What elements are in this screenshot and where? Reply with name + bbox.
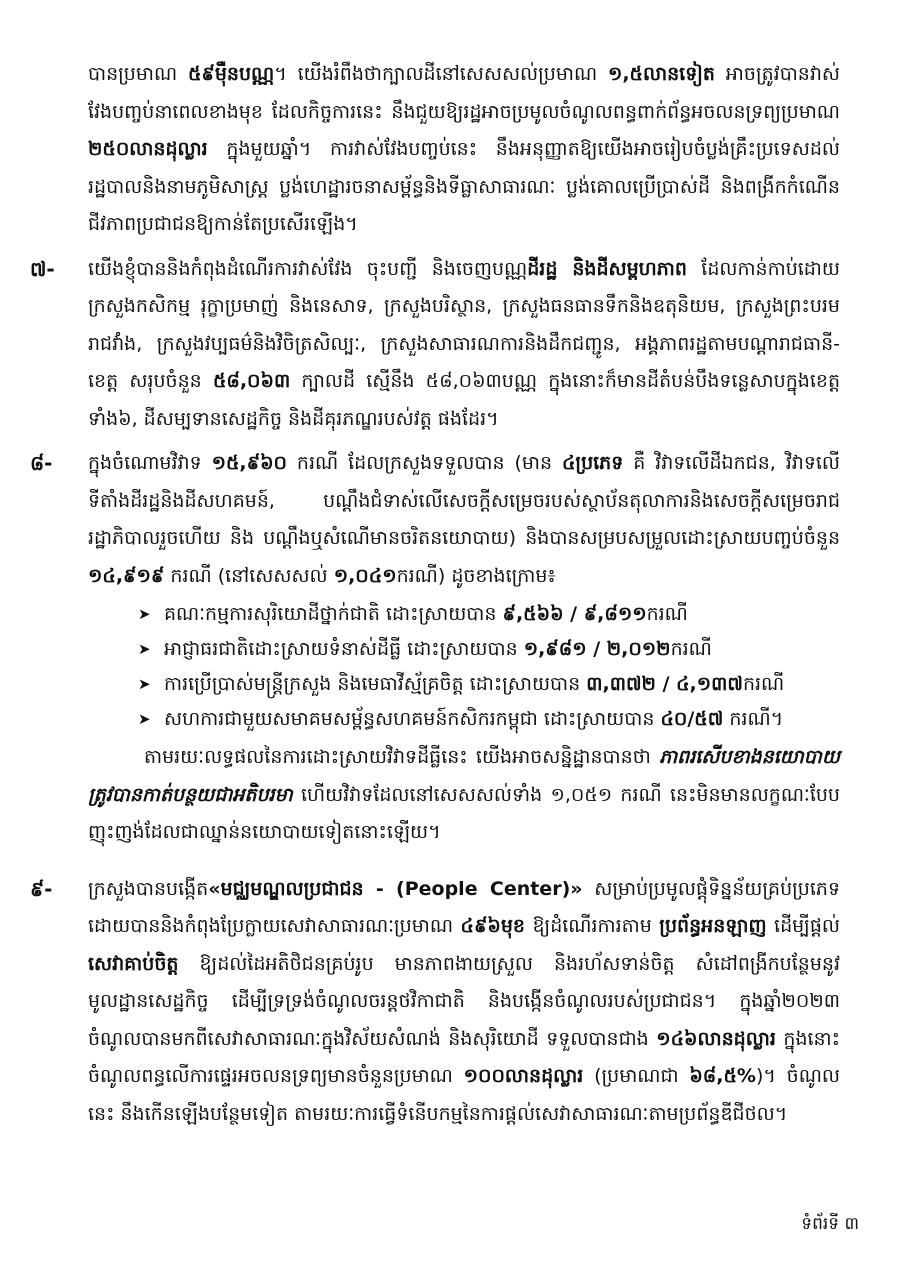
list-item-suffix: ករណី	[646, 603, 688, 625]
intro-paragraph	[88, 56, 840, 244]
list-item	[138, 632, 840, 667]
s8-bold-4: ១,០៤១	[333, 564, 397, 587]
s9-bold-6: ១០០លានដុល្លារ	[463, 1065, 584, 1087]
section-7-paragraph	[88, 251, 840, 439]
s8-text-3: គឺ វិវាទលើដីឯកជន, វិវាទលើទីតាំងដីរដ្ឋនិងដីសហគមន៍, បណ្តឹងជំទាស់លើសេចក្តីសម្រេចរបស់ស្ថាប័នតុលាការនិងសេចក្តីសម្រេចរាជរដ្ឋាភិបាលរួចហើយ និង បណ្តឹងឬសំណើមានចរិតនយោបាយ) និងបានសម្របសម្រួលដោះស្រាយបញ្ចប់ចំនួន	[88, 452, 840, 549]
list-item-text: ការប្រើប្រាស់មន្ត្រីក្រសួង និងមេធាវីស្ម័គ្រចិត្ត ដោះស្រាយបាន	[164, 673, 587, 695]
conclusion-emphasis: ភាពរសើបខាងនយោបាយត្រូវបានកាត់បន្ថយជាអតិបរមា	[88, 746, 840, 806]
document-body	[30, 56, 841, 1133]
section-9	[30, 871, 841, 1134]
arrow-bullet-icon: ➤	[138, 640, 151, 658]
s7-text-1: យើងខ្ញុំបាននិងកំពុងដំណើរការវាស់វែង ចុះបញ្ជី និងចេញបណ្ណ	[88, 257, 528, 280]
s8-text-5: ករណី) ដូចខាងក្រោម៖	[396, 564, 556, 587]
list-item-text: អាជ្ញាធរជាតិដោះស្រាយទំនាស់ដីធ្លី ដោះស្រាយបាន	[164, 638, 524, 660]
s8-bold-3: ១៤,៩១៩	[88, 564, 165, 587]
s7-bold-1: ដីរដ្ឋ និងដីសម្ពហភាព	[527, 257, 687, 280]
s8-text-2: ករណី ដែលក្រសួងទទួលបាន (មាន	[286, 452, 562, 474]
page-number: ទំព័រទី ៣	[801, 1214, 859, 1234]
list-item-text: គណៈកម្មការសុរិយោដីថ្នាក់ជាតិ ដោះស្រាយបាន	[164, 603, 503, 625]
section-9-paragraph	[88, 871, 840, 1134]
list-item	[138, 597, 840, 632]
s9-text-8: )។ ចំណូលនេះ នឹងកើនឡើងបន្ថែមទៀត តាមរយៈការធ្វើទំនើបកម្មនៃការផ្តល់សេវាសាធារណៈតាមប្រព័ន្ធឌីជីថល។	[88, 1065, 841, 1125]
list-item-value: ៤០/៥៧	[660, 708, 724, 730]
section-8-conclusion	[88, 739, 840, 852]
section-7	[30, 251, 841, 439]
s9-bold-1: «មជ្ឈមណ្ឌលប្រជាជន - (People Center)»	[208, 877, 583, 900]
intro-text-1: បានប្រមាណ	[88, 63, 188, 85]
section-number: ៩-	[30, 876, 53, 901]
arrow-bullet-icon: ➤	[138, 710, 151, 728]
list-item-text: សហការជាមួយសមាគមសម្ព័ន្ធសហគមន៍កសិករកម្ពុជា ដោះស្រាយបាន	[164, 708, 661, 730]
s9-text-2: សម្រាប់ប្រមូលផ្តុំទិន្នន័យគ្រប់ប្រភេទ ដោយបាននិងកំពុងប្រែក្លាយសេវាសាធារណៈប្រមាណ	[88, 877, 841, 937]
s9-text-5: ឱ្យដល់ដៃអតិថិជនគ្រប់រូប មានភាពងាយស្រួល និងរហ័សទាន់ចិត្ត សំដៅពង្រីកបន្ថែមនូវមូលដ្ឋានសេដ្ឋកិច្ច ដើម្បីទ្រទ្រង់ចំណូលចរន្តថវិកាជាតិ និងបង្កើនចំណូលរបស់ប្រជាជន។ ក្នុងឆ្នាំ២០២៣ ចំណូលបានមកពីសេវាសាធារណៈក្នុងវិស័យសំណង់ និងសុរិយោដី ទទួលបានជាង	[88, 952, 840, 1050]
arrow-bullet-icon: ➤	[138, 605, 151, 623]
s8-text-4: ករណី (នៅសេសសល់	[164, 564, 334, 587]
s9-text-4: ដើម្បីផ្តល់	[766, 915, 840, 937]
s8-bold-2: ៤ប្រភេទ	[561, 452, 624, 474]
list-item-suffix: ករណី។	[723, 708, 784, 730]
intro-bold-1: ៥៩ម៉ឺនបណ្ណ	[187, 63, 275, 85]
section-8-paragraph	[88, 445, 840, 595]
section-gap	[88, 852, 840, 864]
intro-bold-2: ១,៥លានទៀត	[607, 63, 715, 85]
s9-bold-5: ១៤៦លានដុល្លារ	[656, 1027, 776, 1050]
s9-text-3: ឱ្យដំណើរការតាម	[525, 915, 660, 937]
list-item-suffix: ករណី	[742, 673, 785, 695]
list-item-value: ៣,៣៧២ / ៤,១៣៧	[586, 673, 743, 695]
s9-bold-3: ប្រព័ន្ធអនឡាញ	[659, 915, 767, 937]
s7-text-2: ដែលកាន់កាប់ដោយក្រសួងកសិកម្ម រុក្ខាប្រមាញ់ និងនេសាទ, ក្រសួងបរិស្ថាន, ក្រសួងធនធានទឹកនិងឧតុនិយម, ក្រសួងព្រះបរមរាជវាំង, ក្រសួងវប្បធម៌និងវិចិត្រសិល្បៈ, ក្រសួងសាធារណការនិងដឹកជញ្ជូន, អង្គភាពរដ្ឋតាមបណ្តារាជធានី-ខេត្ត សរុបចំនួន	[88, 257, 840, 392]
list-item-suffix: ករណី	[670, 638, 712, 660]
intro-text-3: អាចត្រូវបានវាស់វែងបញ្ចប់នាពេលខាងមុខ ដែលកិច្ចការនេះ នឹងជួយឱ្យរដ្ឋអាចប្រមូលចំណូលពន្ធពាក់ព័ន្ធអចលនទ្រព្យប្រមាណ	[88, 63, 841, 123]
section-8	[30, 445, 840, 852]
intro-bold-3: ២៥០លានដុល្លារ	[88, 138, 208, 160]
conclusion-text-2: ហើយវិវាទដែលនៅសេសសល់ទាំង ១,០៥១ ករណី នេះមិនមានលក្ខណៈបែបញុះញង់ដែលជាឈ្នាន់នយោបាយទៀតនោះឡើយ។	[88, 783, 840, 843]
dispute-results-list	[88, 597, 840, 737]
s8-text-1: ក្នុងចំណោមវិវាទ	[88, 452, 212, 474]
section-number: ៧-	[30, 256, 55, 281]
s9-text-6: ក្នុងនោះចំណូលពន្ធលើការផ្ទេរអចលនទ្រព្យមានចំនួនប្រមាណ	[88, 1027, 840, 1087]
s9-bold-4: សេវាគាប់ចិត្ត	[88, 952, 179, 975]
list-item	[138, 667, 840, 702]
s7-bold-2: ៥៨,០៦៣	[212, 370, 291, 392]
intro-text-4: ក្នុងមួយឆ្នាំ។ ការវាស់វែងបញ្ចប់នេះ នឹងអនុញ្ញាតឱ្យយើងអាចរៀបចំប្លង់គ្រឹះប្រទេស​ដល់​រដ្ឋបាលនិងនាមភូមិសាស្ត្រ ប្លង់ហេដ្ឋារចនាសម្ព័ន្ធនិងទីធ្លាសាធារណៈ ប្លង់គោលប្រើប្រាស់ដី និងពង្រីកកំណើនជីវភាពប្រជាជនឱ្យកាន់តែប្រសើរឡើង។	[88, 138, 840, 235]
s9-bold-7: ៦៨,៥%	[689, 1065, 756, 1087]
intro-text-2: ។ យើងរំពឹងថាក្បាលដីនៅសេសសល់ប្រមាណ	[274, 63, 608, 85]
list-item-value: ៩,៥៦៦ / ៩,៨១១	[502, 603, 647, 625]
list-item-value: ១,៩៨១ / ២,០១២	[523, 638, 671, 660]
s9-text-7: (ប្រមាណជា	[583, 1065, 690, 1087]
conclusion-text-1: តាមរយៈលទ្ធផលនៃការដោះស្រាយវិវាទដីធ្លីនេះ យើងអាចសន្និដ្ឋានបានថា	[144, 746, 660, 768]
s9-bold-2: ៤៩៦មុខ	[460, 915, 525, 937]
list-item	[138, 702, 840, 737]
s7-text-3: ក្បាលដី ស្មើនឹង ៥៨,០៦៣បណ្ណ ក្នុងនោះក៏មានដីតំបន់បឹងទន្លេសាបក្នុងខេត្តទាំង៦, ដីសម្បទានសេដ្ឋកិច្ច និងដីគុរភណ្ឌរបស់វត្ត ផងដែរ។	[88, 370, 841, 430]
section-number: ៨-	[30, 451, 53, 475]
s8-bold-1: ១៥,៩៦០	[211, 452, 287, 474]
arrow-bullet-icon: ➤	[138, 675, 151, 693]
s9-text-1: ក្រសួងបានបង្កើត	[88, 877, 209, 900]
